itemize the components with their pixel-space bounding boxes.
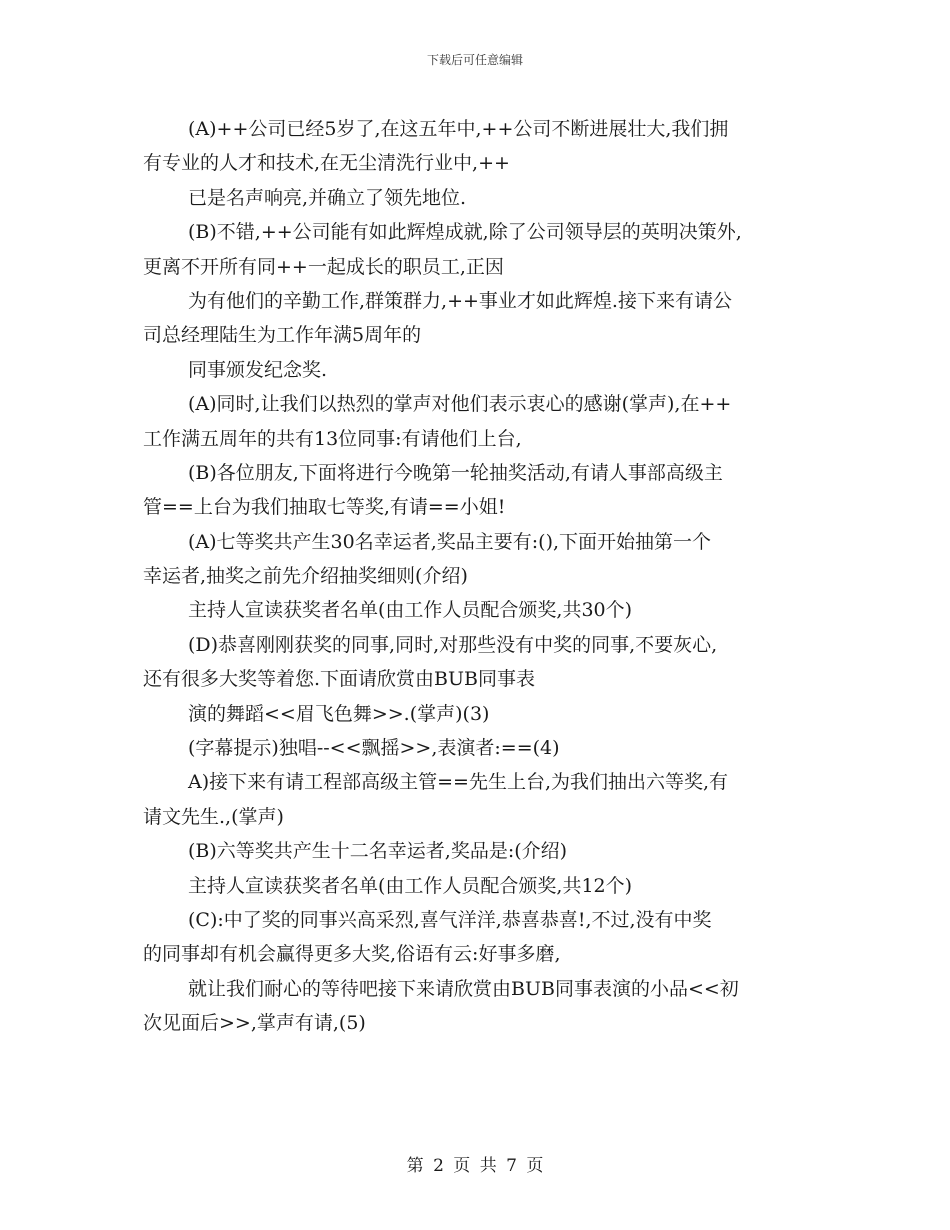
- text-line: 还有很多大奖等着您.下面请欣赏由BUB同事表: [143, 668, 535, 691]
- text-line: 已是名声响亮,并确立了领先地位.: [188, 186, 467, 209]
- text-line: (A)++公司已经5岁了,在这五年中,++公司不断进展壮大,我们拥: [188, 118, 729, 140]
- text-line: 演的舞蹈<<眉飞色舞>>.(掌声)(3): [188, 702, 490, 725]
- text-line: 幸运者,抽奖之前先介绍抽奖细则(介绍): [143, 565, 468, 588]
- text-line: 的同事却有机会赢得更多大奖,俗语有云:好事多磨,: [143, 943, 561, 966]
- page-header: 下载后可任意编辑: [426, 53, 523, 67]
- text-line: A)接下来有请工程部高级主管==先生上台,为我们抽出六等奖,有: [188, 771, 729, 794]
- text-line: 有专业的人才和技术,在无尘清洗行业中,++: [143, 152, 510, 175]
- text-line: 就让我们耐心的等待吧接下来请欣赏由BUB同事表演的小品<<初: [188, 977, 739, 1000]
- text-line: 更离不开所有同++一起成长的职员工,正因: [143, 255, 504, 278]
- text-line: 主持人宣读获奖者名单(由工作人员配合颁奖,共30个): [188, 599, 633, 622]
- text-line: (B)各位朋友,下面将进行今晚第一轮抽奖活动,有请人事部高级主: [188, 461, 723, 484]
- text-line: (B)不错,++公司能有如此辉煌成就,除了公司领导层的英明决策外,: [188, 221, 742, 244]
- text-line: 为有他们的辛勤工作,群策群力,++事业才如此辉煌.接下来有请公: [188, 289, 732, 312]
- text-line: 同事颁发纪念奖.: [188, 358, 328, 381]
- text-line: 次见面后>>,掌声有请,(5): [143, 1012, 366, 1035]
- text-line: (A)同时,让我们以热烈的掌声对他们表示衷心的感谢(掌声),在++: [188, 393, 732, 416]
- text-line: (字幕提示)独唱--<<飘摇>>,表演者:==(4): [188, 737, 560, 760]
- text-line: 工作满五周年的共有13位同事:有请他们上台,: [143, 427, 522, 450]
- document-body: [143, 112, 813, 1041]
- text-line: 主持人宣读获奖者名单(由工作人员配合颁奖,共12个): [188, 874, 633, 897]
- text-line: (C):中了奖的同事兴高采烈,喜气洋洋,恭喜恭喜!,不过,没有中奖: [188, 908, 712, 931]
- text-line: 请文先生.,(掌声): [143, 805, 284, 828]
- text-line: (B)六等奖共产生十二名幸运者,奖品是:(介绍): [188, 840, 568, 863]
- page-number-footer: 第 2 页 共 7 页: [406, 1156, 544, 1176]
- text-line: 管==上台为我们抽取七等奖,有请==小姐!: [143, 496, 506, 519]
- text-line: (D)恭喜刚刚获奖的同事,同时,对那些没有中奖的同事,不要灰心,: [188, 633, 718, 656]
- text-line: 司总经理陆生为工作年满5周年的: [143, 324, 422, 347]
- text-line: (A)七等奖共产生30名幸运者,奖品主要有:(),下面开始抽第一个: [188, 530, 712, 553]
